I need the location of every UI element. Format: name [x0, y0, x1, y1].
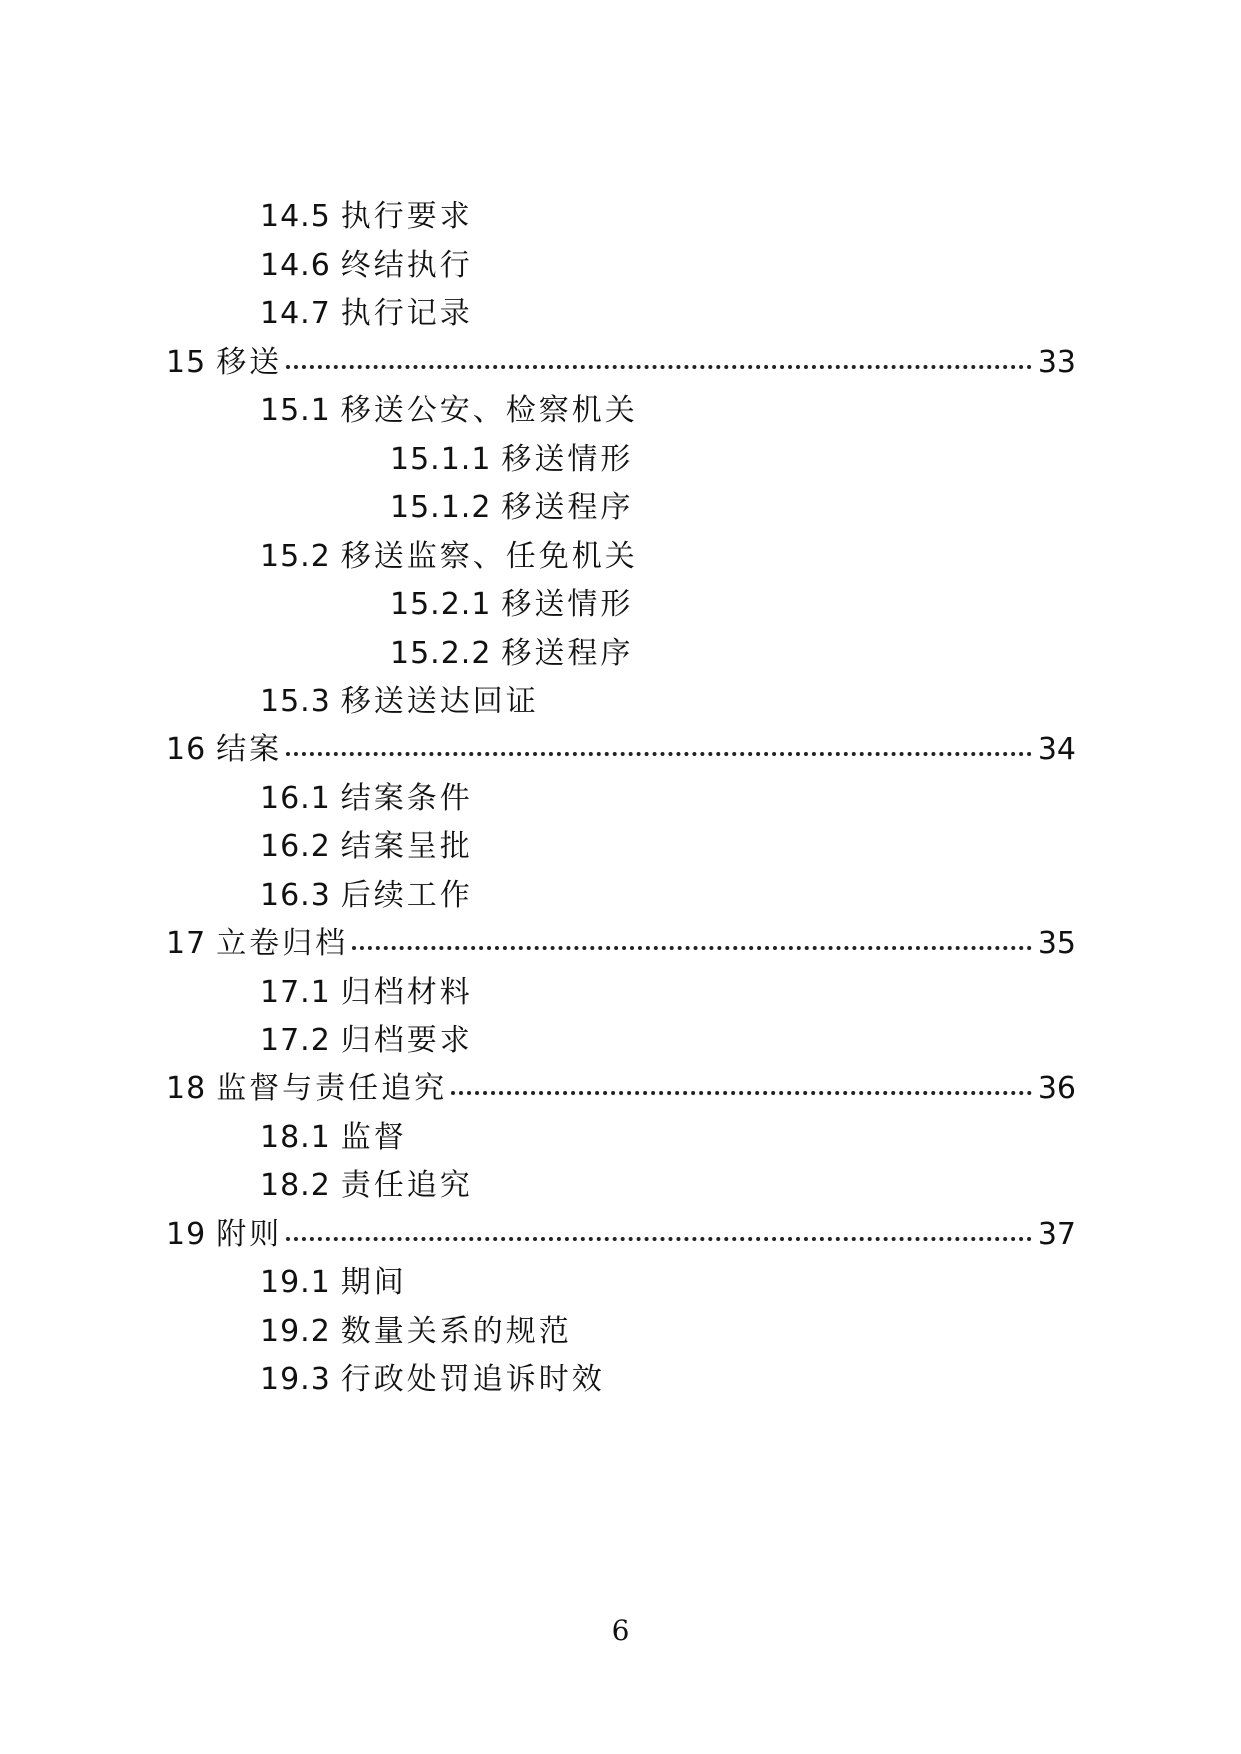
toc-entry-title: 行政处罚追诉时效 [340, 1362, 605, 1397]
toc-entry-title: 移送公安、检察机关 [340, 393, 638, 428]
toc-subentry[interactable] [390, 583, 633, 627]
toc-chapter-entry[interactable] [166, 1213, 1076, 1257]
toc-entry-number: 18.1 [260, 1120, 331, 1155]
toc-entry[interactable] [260, 874, 473, 918]
toc-subentry[interactable] [390, 438, 633, 482]
toc-entry-title: 归档材料 [340, 975, 473, 1010]
toc-entry[interactable] [260, 1310, 572, 1354]
toc-entry-title: 移送情形 [501, 587, 634, 622]
dot-leader [451, 1091, 1032, 1095]
toc-entry-title: 执行要求 [340, 199, 473, 234]
toc-entry-number: 16 [166, 732, 207, 767]
toc-entry-title: 责任追究 [340, 1168, 473, 1203]
toc-entry-number: 14.7 [260, 296, 331, 331]
toc-entry-number: 15.3 [260, 684, 331, 719]
toc-chapter-entry[interactable] [166, 341, 1076, 385]
toc-entry-title: 立卷归档 [216, 926, 349, 961]
toc-entry[interactable] [260, 825, 473, 869]
toc-entry-title: 数量关系的规范 [340, 1314, 572, 1349]
toc-chapter-entry[interactable] [166, 728, 1076, 772]
page-number: 6 [611, 1614, 630, 1647]
toc-entry[interactable] [260, 680, 539, 724]
toc-page-ref: 35 [1037, 926, 1076, 961]
toc-entry[interactable] [260, 535, 638, 579]
toc-entry-number: 19.2 [260, 1314, 331, 1349]
toc-page-ref: 34 [1037, 732, 1076, 767]
toc-entry-title: 移送程序 [501, 490, 634, 525]
toc-entry-title: 结案 [216, 732, 283, 767]
toc-entry-number: 19.3 [260, 1362, 331, 1397]
toc-entry-title: 后续工作 [340, 878, 473, 913]
toc-entry[interactable] [260, 244, 473, 288]
toc-entry-title: 执行记录 [340, 296, 473, 331]
toc-entry-title: 移送监察、任免机关 [340, 539, 638, 574]
toc-entry-title: 附则 [216, 1217, 283, 1252]
toc-entry[interactable] [260, 971, 473, 1015]
toc-entry-number: 18.2 [260, 1168, 331, 1203]
toc-entry[interactable] [260, 777, 473, 821]
toc-entry-title: 移送情形 [501, 442, 634, 477]
toc-entry-title: 终结执行 [340, 248, 473, 283]
toc-entry-title: 结案呈批 [340, 829, 473, 864]
toc-entry[interactable] [260, 389, 638, 433]
toc-entry-title: 监督与责任追究 [216, 1071, 448, 1106]
toc-subentry[interactable] [390, 486, 633, 530]
toc-entry-number: 15.1 [260, 393, 331, 428]
toc-page-ref: 37 [1037, 1217, 1076, 1252]
toc-entry[interactable] [260, 1261, 407, 1305]
toc-entry[interactable] [260, 1116, 407, 1160]
toc-entry[interactable] [260, 292, 473, 336]
toc-entry-number: 15.1.2 [390, 490, 492, 525]
toc-entry-number: 16.2 [260, 829, 331, 864]
toc-entry-title: 移送程序 [501, 636, 634, 671]
toc-entry-number: 14.6 [260, 248, 331, 283]
toc-entry-number: 17.1 [260, 975, 331, 1010]
dot-leader [286, 365, 1032, 369]
toc-entry[interactable] [260, 1358, 605, 1402]
dot-leader [286, 752, 1032, 756]
toc-entry-number: 19 [166, 1217, 207, 1252]
toc-entry-number: 15 [166, 345, 207, 380]
toc-entry-title: 移送 [216, 345, 283, 380]
toc-entry-number: 15.2.1 [390, 587, 492, 622]
toc-entry-number: 16.3 [260, 878, 331, 913]
toc-entry[interactable] [260, 1164, 473, 1208]
toc-entry-title: 移送送达回证 [340, 684, 539, 719]
toc-entry-number: 19.1 [260, 1265, 331, 1300]
toc-entry-number: 15.1.1 [390, 442, 492, 477]
toc-entry-title: 期间 [340, 1265, 407, 1300]
dot-leader [352, 946, 1032, 950]
toc-page-ref: 36 [1037, 1071, 1076, 1106]
toc-chapter-entry[interactable] [166, 1067, 1076, 1111]
toc-entry[interactable] [260, 195, 473, 239]
toc-entry-number: 17 [166, 926, 207, 961]
toc-entry-title: 监督 [340, 1120, 407, 1155]
toc-page-ref: 33 [1037, 345, 1076, 380]
toc-entry-number: 14.5 [260, 199, 331, 234]
toc-entry-number: 18 [166, 1071, 207, 1106]
toc-entry-number: 15.2.2 [390, 636, 492, 671]
toc-entry[interactable] [260, 1019, 473, 1063]
toc-entry-number: 16.1 [260, 781, 331, 816]
toc-entry-title: 结案条件 [340, 781, 473, 816]
toc-entry-number: 17.2 [260, 1023, 331, 1058]
toc-subentry[interactable] [390, 632, 633, 676]
dot-leader [286, 1237, 1032, 1241]
toc-chapter-entry[interactable] [166, 922, 1076, 966]
toc-entry-number: 15.2 [260, 539, 331, 574]
toc-entry-title: 归档要求 [340, 1023, 473, 1058]
